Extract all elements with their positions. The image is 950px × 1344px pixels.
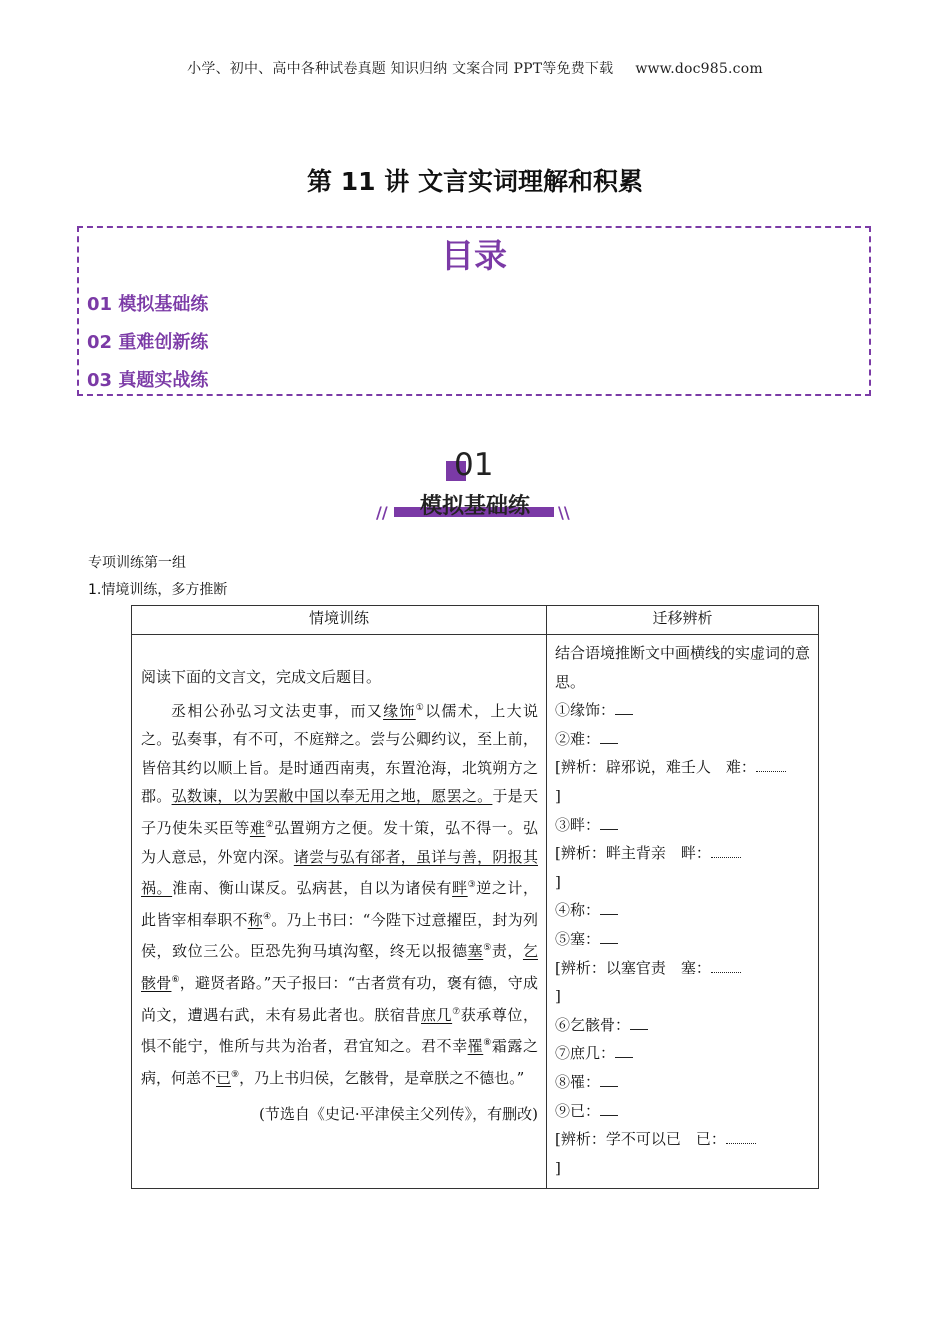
banner-text: 小学、初中、高中各种试卷真题 知识归纳 文案合同 PPT等免费下载 — [187, 61, 614, 77]
answer-blank[interactable] — [615, 1057, 633, 1058]
analysis-close: ] — [555, 872, 561, 891]
analysis-item: [辨析：学不可以已 已： — [555, 1125, 814, 1154]
site-banner — [0, 58, 950, 78]
column-header-analysis: 迁移辨析 — [547, 606, 819, 635]
site-url-link[interactable]: www.doc985.com — [635, 61, 763, 77]
toc-item-1[interactable]: 01 模拟基础练 — [87, 294, 209, 315]
underlined-term: 已 — [216, 1068, 232, 1087]
answer-blank[interactable] — [600, 943, 618, 944]
analysis-close: ] — [555, 1158, 561, 1177]
underlined-term: 缘饰 — [383, 701, 416, 720]
column-header-context: 情境训练 — [132, 606, 547, 635]
subheading-group: 专项训练第一组 — [88, 555, 186, 571]
underlined-sentence: 弘数谏，以为罢敝中国以奉无用之地，愿罢之。 — [171, 787, 493, 806]
answer-blank[interactable] — [600, 1086, 618, 1087]
underlined-sentence: 诸尝与弘有郤者，虽详与善，阴报其祸。 — [141, 847, 538, 898]
answer-blank[interactable] — [600, 743, 618, 744]
exercise-table — [131, 605, 819, 1189]
answer-item: ⑨已： — [555, 1097, 814, 1126]
analysis-instruction: 结合语境推断文中画横线的实虚词的意思。 — [555, 644, 811, 691]
analysis-item: [辨析：辟邪说，难壬人 难： — [555, 753, 814, 782]
decor-slash-right-icon: \\ — [558, 503, 570, 522]
answer-item: ①缘饰： — [555, 696, 814, 725]
section-badge — [370, 445, 580, 525]
answer-item: ⑦庶几： — [555, 1039, 814, 1068]
analysis-item: [辨析：畔主背亲 畔： — [555, 839, 814, 868]
answer-blank[interactable] — [711, 845, 741, 858]
passage-cell — [132, 635, 547, 1189]
answer-item: ⑥乞骸骨： — [555, 1011, 814, 1040]
table-of-contents — [77, 226, 871, 396]
answer-item: ⑧罹： — [555, 1068, 814, 1097]
subheading-exercise: 1.情境训练，多方推断 — [88, 582, 228, 598]
answer-item: ③畔： — [555, 811, 814, 840]
toc-item-3[interactable]: 03 真题实战练 — [87, 370, 209, 391]
answer-blank[interactable] — [600, 829, 618, 830]
document-title: 第 11 讲 文言实词理解和积累 — [307, 167, 643, 196]
underlined-term: 乞骸骨 — [141, 942, 538, 992]
answer-item: ②难： — [555, 725, 814, 754]
answer-blank[interactable] — [600, 1115, 618, 1116]
section-number: 01 — [454, 447, 494, 483]
answer-blank[interactable] — [726, 1131, 756, 1144]
answer-blank[interactable] — [600, 914, 618, 915]
analysis-close: ] — [555, 987, 561, 1006]
answer-blank[interactable] — [756, 759, 786, 772]
answer-blank[interactable] — [711, 960, 741, 973]
analysis-close: ] — [555, 786, 561, 805]
underlined-term: 塞 — [467, 942, 484, 961]
answer-item: ⑤塞： — [555, 925, 814, 954]
analysis-item: [辨析：以塞官责 塞： — [555, 954, 814, 983]
underlined-term: 畔 — [452, 879, 468, 898]
underlined-term: 庶几 — [421, 1005, 453, 1024]
passage-text: 丞相公孙弘习文法吏事，而又缘饰①以儒术，上大说之。弘奏事，有不可，不庭辩之。尝与公卿约议，至上前，皆倍其约以顺上旨。是时通西南夷，东置沧海，北筑朔方之郡。弘数谏，以为罢敝中国以奉无用之地，愿罢之。于是天子乃使朱买臣等难②弘置朔方之便。发十策，弘不得一。弘为人意忌，外宽内深。诸尝与弘有郤者，虽详与善，阴报其祸。淮南、衡山谋反。弘病甚，自以为诸侯有畔③逆之计，此皆宰相奉职不称④。乃上书曰：“今陛下过意擢臣，封为列侯，致位三公。臣恐先狗马填沟壑，终无以报德塞⑤责，乞骸骨⑥，避贤者路。”天子报曰：“古者赏有功，褒有德，守成尚文，遭遇右武，未有易此者也。朕宿昔庶几⑦获承尊位，惧不能宁，惟所与共为治者，君宜知之。君不幸罹⑧霜露之病，何恙不已⑨，乃上书归侯，乞骸骨，是章朕之不德也。” — [141, 701, 538, 1087]
answer-blank[interactable] — [615, 714, 633, 715]
toc-item-2[interactable]: 02 重难创新练 — [87, 332, 209, 353]
toc-heading: 目录 — [441, 236, 507, 275]
underlined-term: 罹 — [467, 1037, 484, 1056]
decor-slash-left-icon: // — [376, 503, 388, 522]
answer-item: ④称： — [555, 896, 814, 925]
answer-blank[interactable] — [630, 1029, 648, 1030]
passage-source: (节选自《史记·平津侯主父列传》，有删改) — [259, 1105, 538, 1124]
underlined-term: 难 — [249, 818, 266, 837]
analysis-cell — [547, 635, 819, 1189]
passage-intro: 阅读下面的文言文，完成文后题目。 — [141, 668, 382, 686]
underlined-term: 称 — [247, 910, 263, 929]
section-name: 模拟基础练 — [419, 494, 530, 519]
